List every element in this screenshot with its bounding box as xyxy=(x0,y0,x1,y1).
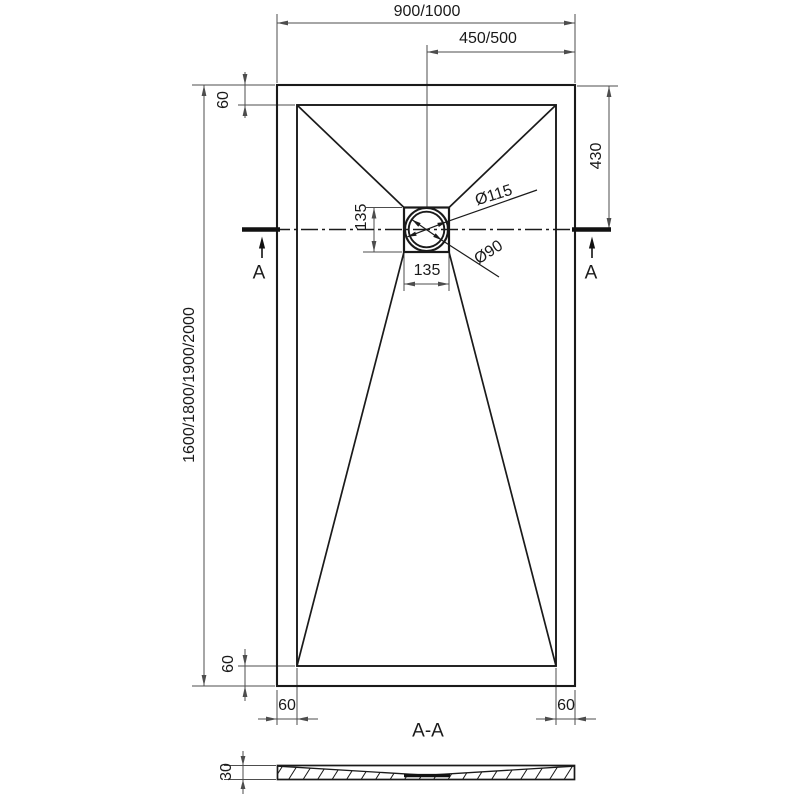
section-title-label: A-A xyxy=(412,720,444,742)
plan-view-geometry xyxy=(277,85,575,686)
dim-rim-bottom-left-label: 60 xyxy=(278,697,296,714)
dim-drain-inner-dia-label: Ø90 xyxy=(471,237,507,268)
dim-rim-bottom-label: 60 xyxy=(220,655,237,673)
dim-drain-depth-label: 430 xyxy=(588,142,605,170)
extension-lines xyxy=(192,14,618,780)
dimension-lines xyxy=(204,23,609,794)
dim-drain-width-label: 135 xyxy=(413,262,441,279)
dim-section-thickness-label: 30 xyxy=(218,763,235,781)
dim-drain-outer-dia-label: Ø115 xyxy=(473,181,515,210)
dimension-arrows xyxy=(202,21,612,789)
dim-rim-top-label: 60 xyxy=(215,91,232,109)
dim-overall-length-label: 1600/1800/1900/2000 xyxy=(181,307,198,463)
dim-overall-width-label: 900/1000 xyxy=(393,3,461,20)
section-view-geometry xyxy=(258,763,575,782)
dim-drain-offset-label: 450/500 xyxy=(459,30,517,47)
dim-rim-bottom-right-label: 60 xyxy=(557,697,575,714)
section-marker-left-label: A xyxy=(252,262,266,284)
tray-outer-edge xyxy=(277,85,575,686)
section-marker-right-label: A xyxy=(584,262,598,284)
dim-drain-height-label: 135 xyxy=(353,203,370,231)
